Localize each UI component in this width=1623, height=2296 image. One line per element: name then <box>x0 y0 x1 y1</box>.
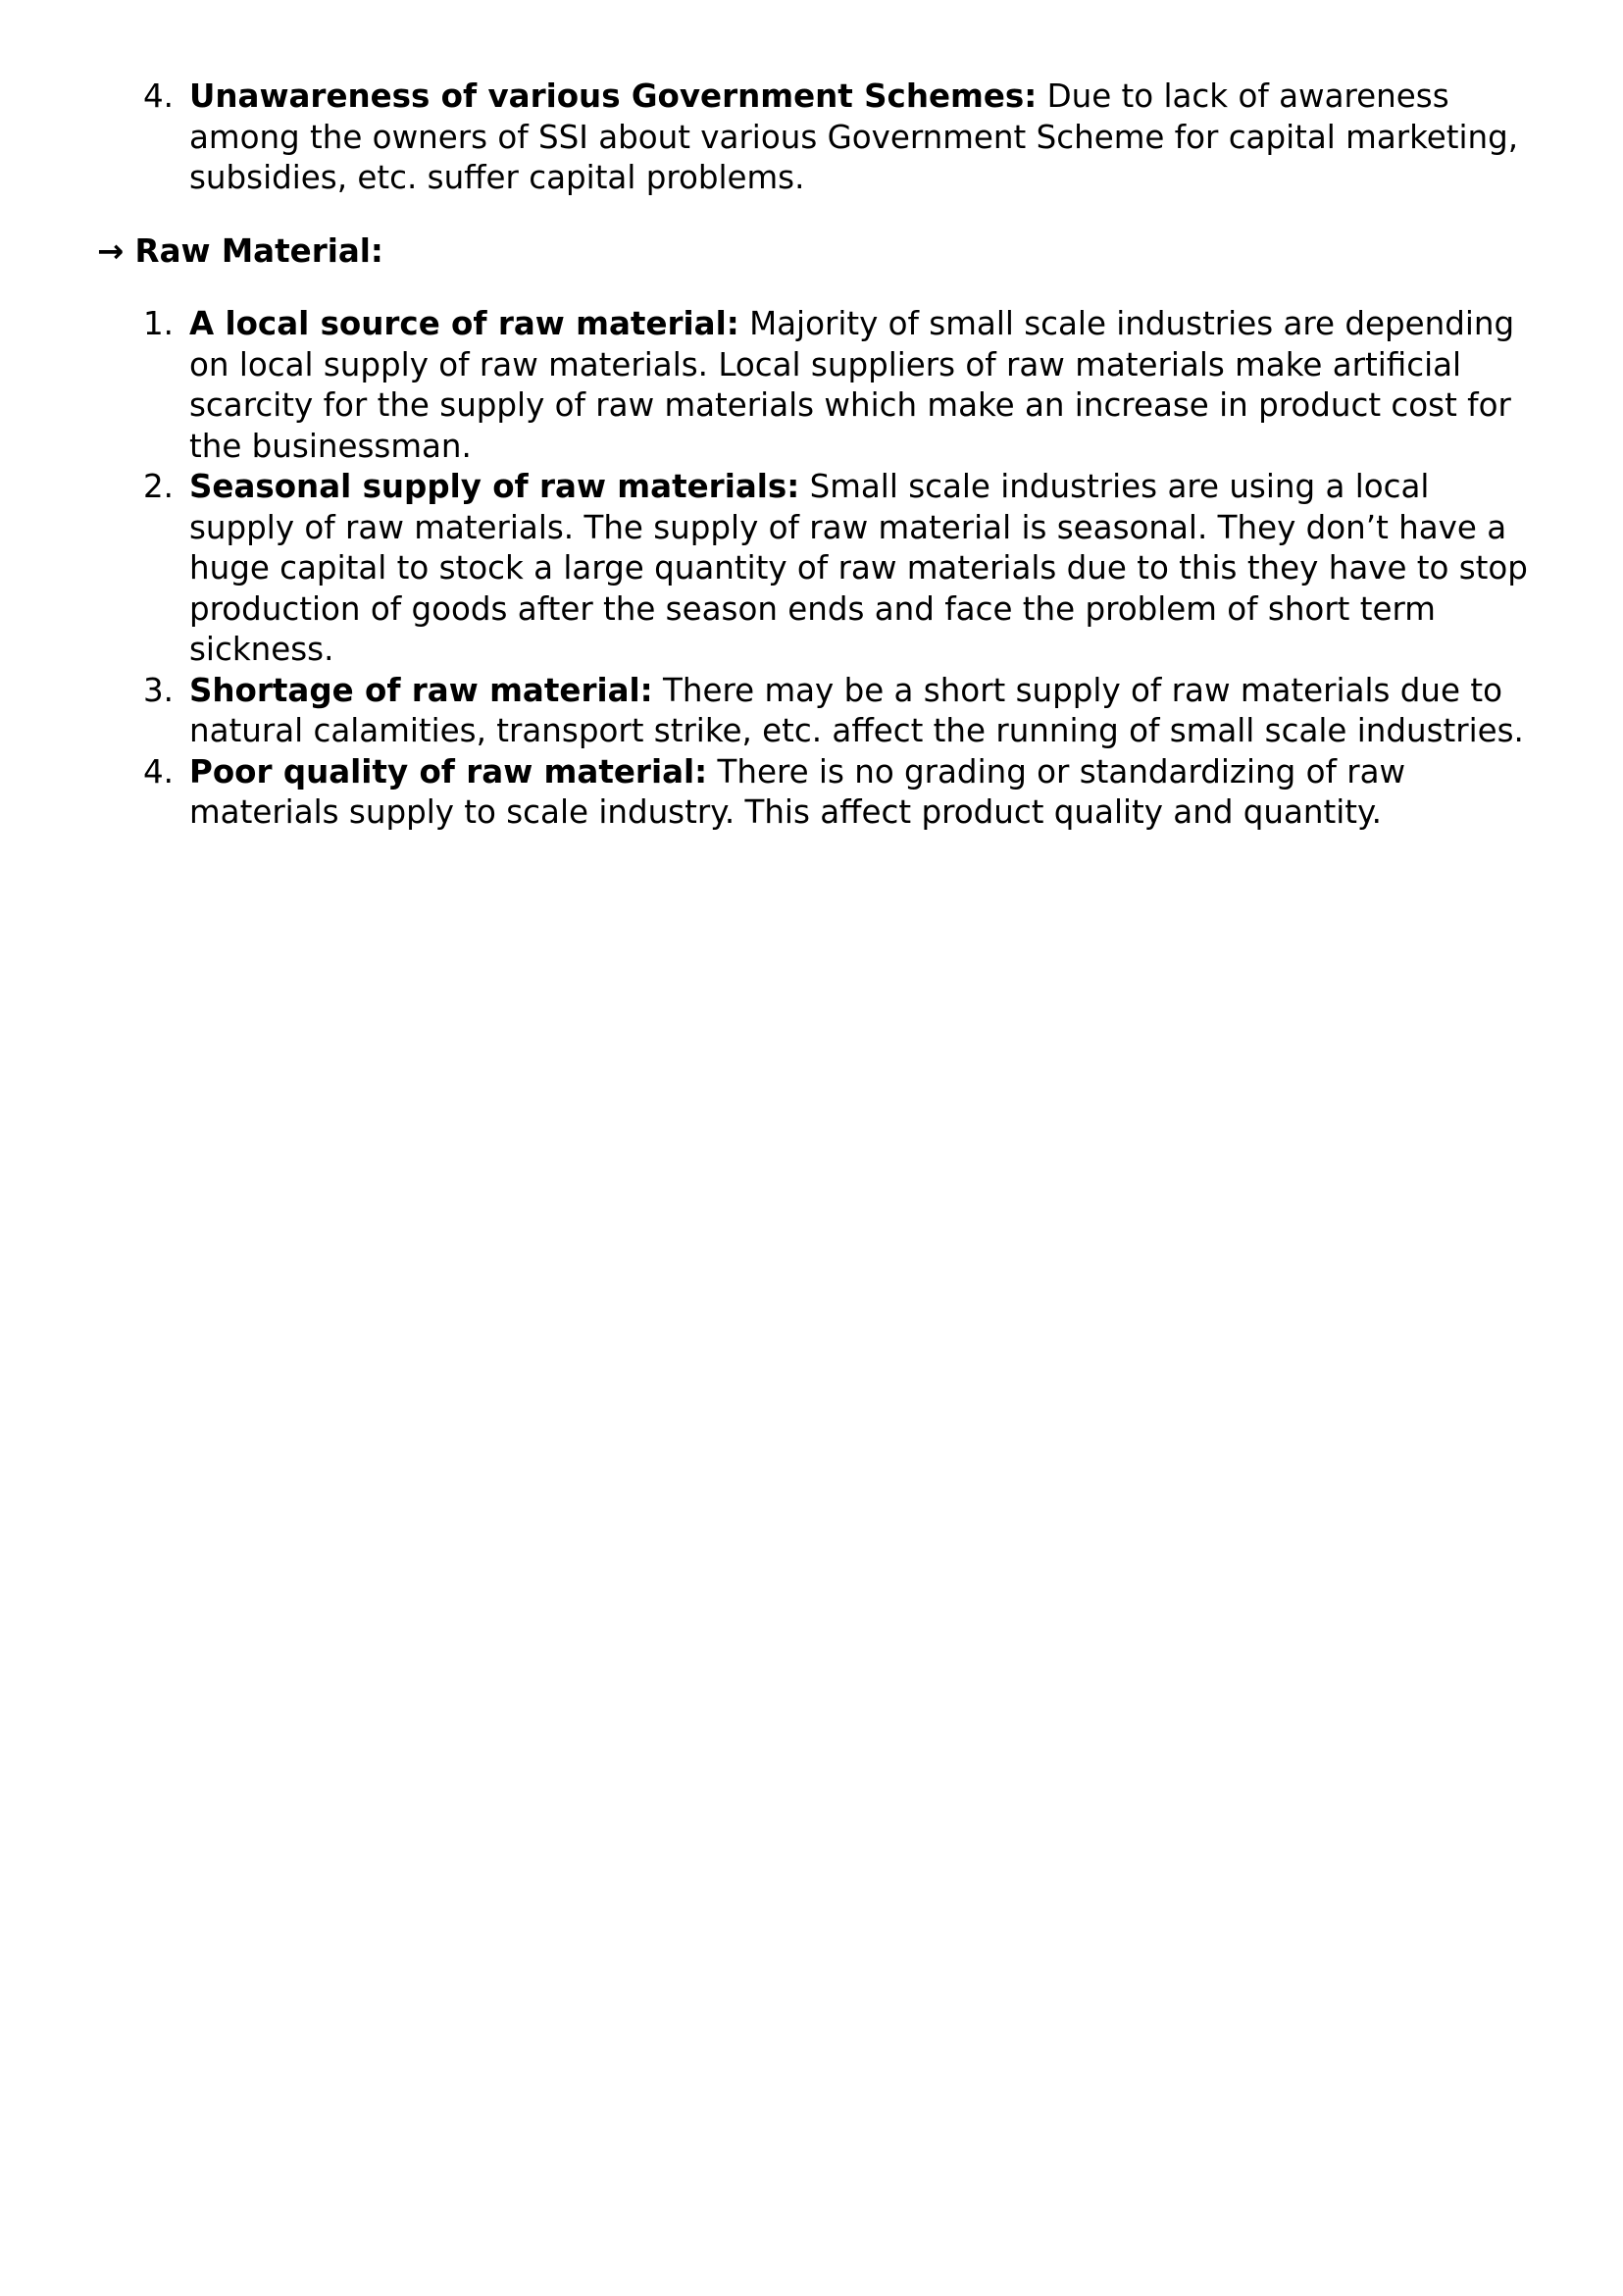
list-item <box>0 77 1543 199</box>
item-term: Seasonal supply of raw materials: <box>189 468 800 505</box>
item-term: Poor quality of raw material: <box>189 752 708 791</box>
item-term: A local source of raw material: <box>189 305 739 342</box>
list-item <box>0 671 1543 752</box>
item-number: 3. <box>143 671 175 709</box>
raw-material-list <box>0 304 1543 834</box>
item-text: There may be a short supply of raw materials due to natural calamities, transport strike, etc. affect the running of small scale industries. <box>189 671 1524 749</box>
section-heading-raw-material: → Raw Material: <box>97 232 383 270</box>
item-text: Small scale industries are using a local supply of raw materials. The supply of raw material is seasonal. They don’t have a huge capital to stock a large quantity of raw materials due to this they have to stop production of goods after the season ends and face the problem of short term sickness. <box>189 468 1528 668</box>
item-number: 4. <box>143 752 175 791</box>
item-term: Shortage of raw material: <box>189 671 653 709</box>
list-item <box>0 467 1543 671</box>
item-text: Due to lack of awareness among the owners of SSI about various Government Scheme for capital marketing, subsidies, etc. suffer capital problems. <box>189 77 1519 196</box>
item-number: 2. <box>143 468 175 505</box>
capital-problems-list <box>0 77 1543 199</box>
item-term: Unawareness of various Government Schemes: <box>189 77 1038 115</box>
item-text: There is no grading or standardizing of raw materials supply to scale industry. This affect product quality and quantity. <box>189 752 1406 831</box>
item-text: Majority of small scale industries are depending on local supply of raw materials. Local suppliers of raw materials make artificial scarcity for the supply of raw materials which make an increase in product cost for the businessman. <box>189 305 1515 465</box>
item-number: 4. <box>143 77 175 115</box>
item-number: 1. <box>143 305 175 342</box>
list-item <box>0 304 1543 467</box>
list-item <box>0 752 1543 834</box>
